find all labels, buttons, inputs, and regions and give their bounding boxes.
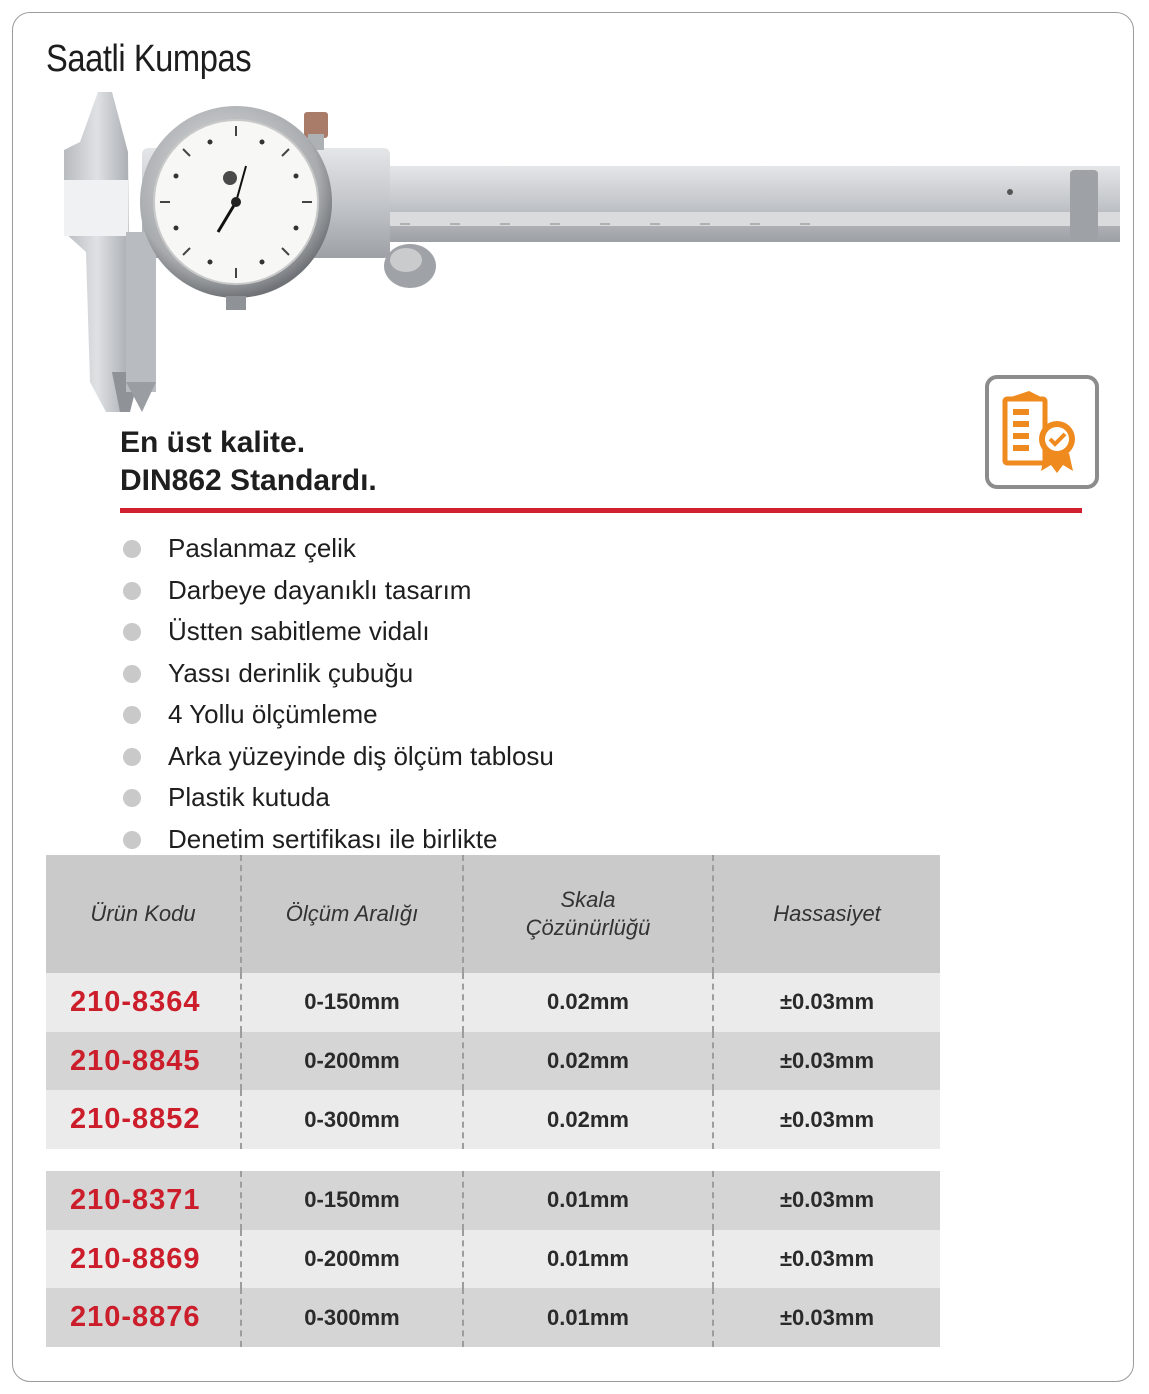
- table-row: [46, 1090, 940, 1149]
- measuring-range: 0-300mm: [240, 1288, 462, 1347]
- list-item: Darbeye dayanıklı tasarım: [120, 572, 554, 614]
- resolution: 0.01mm: [462, 1171, 712, 1230]
- list-item: Plastik kutuda: [120, 779, 554, 821]
- accuracy: ±0.03mm: [712, 1230, 940, 1289]
- header-range: Ölçüm Aralığı: [240, 855, 462, 973]
- bullet-icon: [123, 665, 141, 683]
- accuracy: ±0.03mm: [712, 1288, 940, 1347]
- measuring-range: 0-200mm: [240, 1032, 462, 1091]
- spec-table: [46, 855, 940, 1347]
- table-header: [46, 855, 940, 973]
- table-row: [46, 973, 940, 1032]
- divider-rule: [120, 508, 1082, 513]
- quality-certificate-icon: [999, 389, 1085, 475]
- resolution: 0.02mm: [462, 1090, 712, 1149]
- headline-quality: En üst kalite.: [120, 426, 306, 459]
- product-code: 210-8371: [70, 1183, 201, 1216]
- header-code: Ürün Kodu: [90, 901, 196, 926]
- list-item: Üstten sabitleme vidalı: [120, 613, 554, 655]
- measuring-range: 0-200mm: [240, 1230, 462, 1289]
- bullet-icon: [123, 706, 141, 724]
- bullet-icon: [123, 540, 141, 558]
- product-code: 210-8852: [70, 1103, 201, 1136]
- list-item: Paslanmaz çelik: [120, 530, 554, 572]
- certificate-badge: [985, 375, 1099, 489]
- accuracy: ±0.03mm: [712, 1090, 940, 1149]
- feature-list: [120, 530, 554, 862]
- bullet-icon: [123, 623, 141, 641]
- table-row: [46, 1032, 940, 1091]
- headline-standard: DIN862 Standardı.: [120, 464, 377, 497]
- product-code: 210-8876: [70, 1301, 201, 1334]
- resolution: 0.01mm: [462, 1288, 712, 1347]
- measuring-range: 0-150mm: [240, 1171, 462, 1230]
- table-row: [46, 1288, 940, 1347]
- page-title: Saatli Kumpas: [46, 38, 252, 80]
- accuracy: ±0.03mm: [712, 1171, 940, 1230]
- table-row: [46, 1230, 940, 1289]
- header-resolution: Skala Çözünürlüğü: [462, 855, 712, 973]
- dial-caliper-image: [50, 82, 1130, 422]
- group-separator: [46, 1149, 940, 1171]
- header-accuracy: Hassasiyet: [712, 855, 940, 973]
- accuracy: ±0.03mm: [712, 1032, 940, 1091]
- measuring-range: 0-300mm: [240, 1090, 462, 1149]
- accuracy: ±0.03mm: [712, 973, 940, 1032]
- bullet-icon: [123, 831, 141, 849]
- resolution: 0.02mm: [462, 1032, 712, 1091]
- product-code: 210-8869: [70, 1242, 201, 1275]
- list-item: Denetim sertifikası ile birlikte: [120, 821, 554, 863]
- bullet-icon: [123, 748, 141, 766]
- product-code: 210-8364: [70, 985, 201, 1018]
- resolution: 0.01mm: [462, 1230, 712, 1289]
- measuring-range: 0-150mm: [240, 973, 462, 1032]
- list-item: 4 Yollu ölçümleme: [120, 696, 554, 738]
- bullet-icon: [123, 582, 141, 600]
- resolution: 0.02mm: [462, 973, 712, 1032]
- bullet-icon: [123, 789, 141, 807]
- product-code: 210-8845: [70, 1044, 201, 1077]
- list-item: Arka yüzeyinde diş ölçüm tablosu: [120, 738, 554, 780]
- table-row: [46, 1171, 940, 1230]
- list-item: Yassı derinlik çubuğu: [120, 655, 554, 697]
